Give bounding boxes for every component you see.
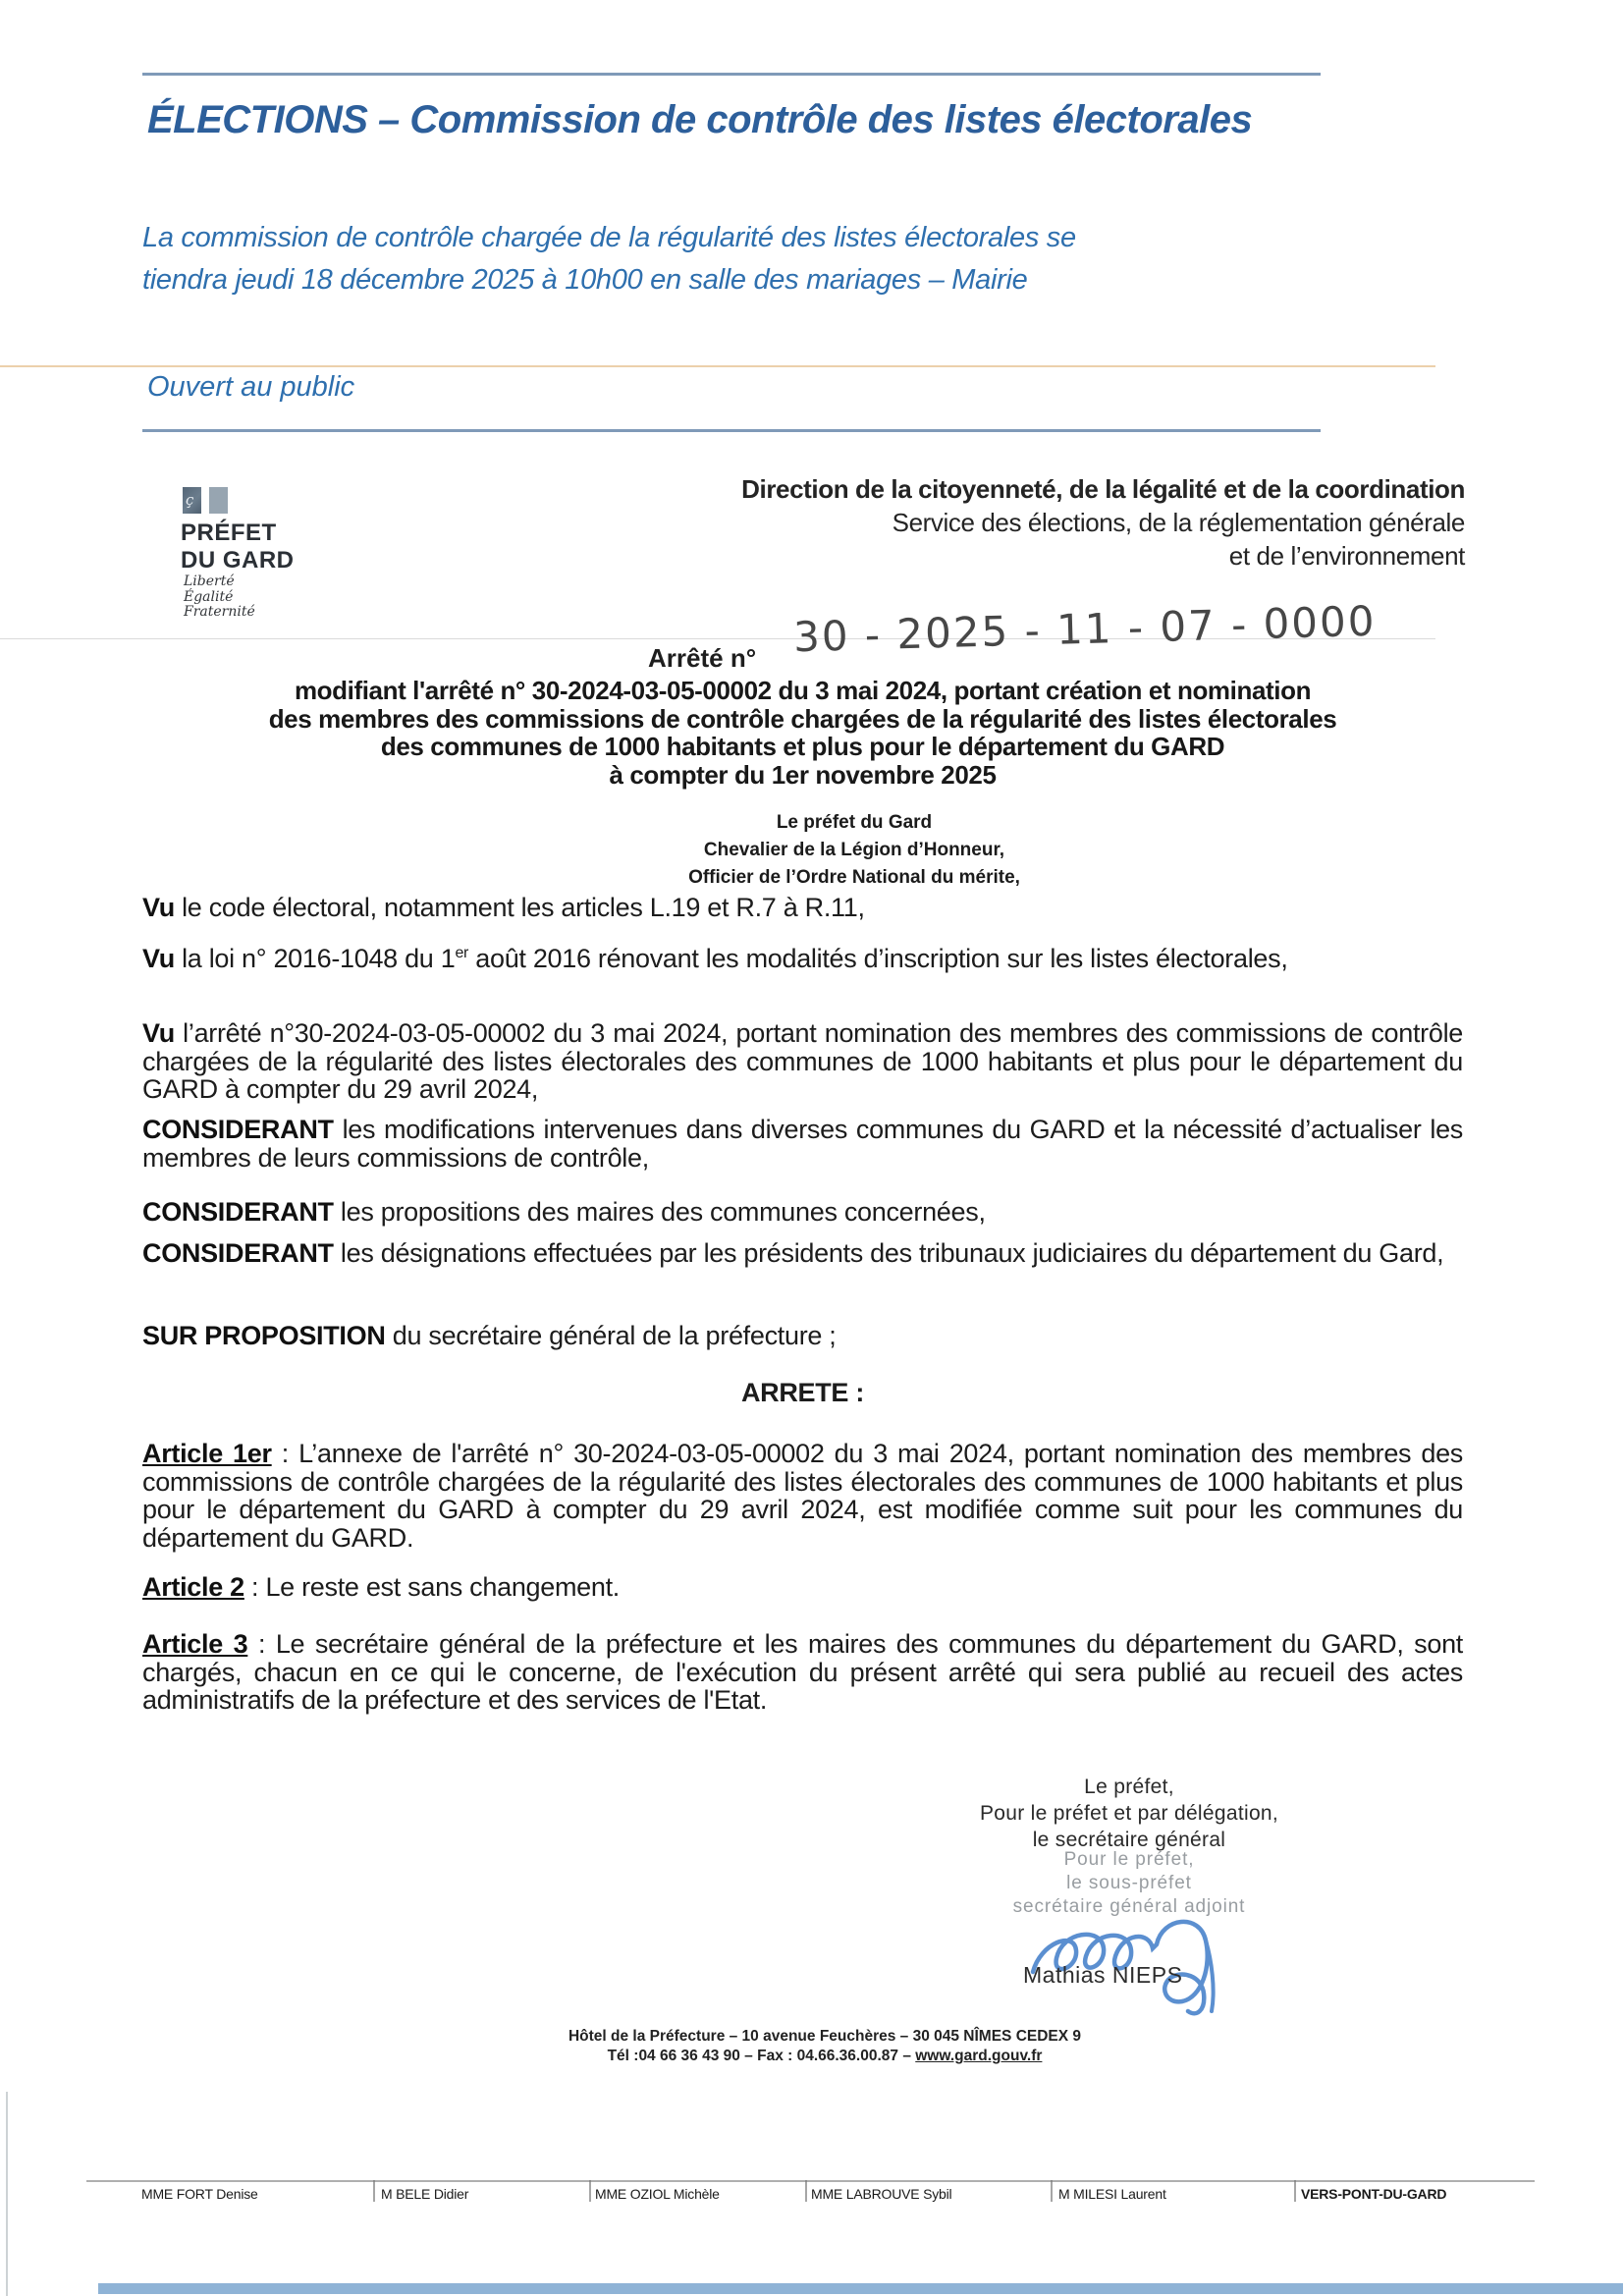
annex-table-separator bbox=[589, 2180, 591, 2202]
paragraph-sur-proposition bbox=[142, 1322, 1463, 1350]
annex-cell-labrouve: MME LABROUVE Sybil bbox=[811, 2186, 952, 2202]
vu2-text-a: la loi n° 2016-1048 du 1 bbox=[174, 944, 456, 973]
issuer-line1: Le préfet du Gard bbox=[776, 812, 933, 833]
article2-sep: : bbox=[243, 1572, 266, 1602]
footer-contact-prefix: Tél :04 66 36 43 90 – Fax : 04.66.36.00.87 – bbox=[607, 2048, 916, 2064]
footer-website-link: www.gard.gouv.fr bbox=[915, 2048, 1043, 2064]
banner-bottom-divider bbox=[142, 429, 1321, 432]
article3-lead: Article 3 bbox=[142, 1629, 248, 1659]
footer-block bbox=[157, 2027, 1492, 2066]
open-to-public-note: Ouvert au public bbox=[147, 371, 355, 403]
article1-sep: : bbox=[271, 1439, 299, 1468]
article1-lead: Article 1er bbox=[142, 1439, 272, 1468]
marianne-flag-icon bbox=[183, 487, 228, 514]
tan-divider bbox=[0, 365, 1435, 367]
issuer-line3: Officier de l’Ordre National du mérite, bbox=[688, 867, 1020, 888]
vu1-text: le code électoral, notamment les articles L.19 et R.7 à R.11, bbox=[174, 893, 865, 922]
signatory-name: Mathias NIEPS bbox=[1023, 1962, 1183, 1988]
arrete-heading-line3: des communes de 1000 habitants et plus pour le département du GARD bbox=[380, 732, 1225, 761]
arrete-number-handwritten: 30 - 2025 - 11 - 07 - 0000 bbox=[792, 596, 1378, 662]
issuer-block bbox=[511, 809, 1198, 892]
arrete-number-label: Arrêté n° bbox=[648, 643, 757, 673]
paragraph-vu-1 bbox=[142, 894, 1463, 922]
vu3-text: l’arrêté n°30-2024-03-05-00002 du 3 mai 2024, portant nomination des membres des commissions de contrôle chargées de la régularité des listes électorales des communes de 1000 habitants et plus pour le département du GARD à compter du 29 avril 2024, bbox=[142, 1018, 1463, 1104]
vu2-text-b: août 2016 rénovant les modalités d’inscription sur les listes électorales, bbox=[468, 944, 1288, 973]
bottom-blue-bar bbox=[98, 2283, 1623, 2294]
sur-proposition-lead: SUR PROPOSITION bbox=[142, 1321, 386, 1350]
signature-line3: le secrétaire général bbox=[1032, 1829, 1226, 1851]
article2-text: Le reste est sans changement. bbox=[265, 1572, 620, 1602]
flag-right-block bbox=[209, 487, 228, 514]
signature-line2: Pour le préfet et par délégation, bbox=[979, 1802, 1279, 1825]
annex-table-separator bbox=[1051, 2180, 1053, 2202]
vu2-superscript: er bbox=[455, 945, 469, 961]
annex-table-top-border bbox=[86, 2180, 1535, 2182]
vu3-lead: Vu bbox=[142, 1018, 175, 1048]
sur-proposition-text: du secrétaire général de la préfecture ; bbox=[385, 1321, 837, 1350]
paragraph-vu-2 bbox=[142, 945, 1463, 973]
prefet-wordmark-line2: DU GARD bbox=[181, 547, 295, 574]
annex-table-separator bbox=[805, 2180, 807, 2202]
arrete-marker: ARRETE : bbox=[740, 1378, 865, 1407]
vu1-lead: Vu bbox=[142, 893, 175, 922]
flag-squiggle: ç bbox=[186, 491, 194, 509]
annex-cell-bele: M BELE Didier bbox=[381, 2186, 469, 2202]
annex-cell-oziol: MME OZIOL Michèle bbox=[595, 2186, 720, 2202]
annex-cell-milesi: M MILESI Laurent bbox=[1058, 2186, 1166, 2202]
annex-cell-commune: VERS-PONT-DU-GARD bbox=[1301, 2186, 1447, 2202]
prefet-wordmark-line1: PRÉFET bbox=[181, 519, 277, 546]
top-divider bbox=[142, 73, 1321, 76]
paragraph-article-1 bbox=[142, 1440, 1463, 1552]
notice-subtitle-line2: tiendra jeudi 18 décembre 2025 à 10h00 en salle des mariages – Mairie bbox=[142, 264, 1028, 296]
arrete-heading-line4: à compter du 1er novembre 2025 bbox=[609, 759, 997, 790]
direction-line3: et de l’environnement bbox=[1228, 541, 1465, 571]
notice-subtitle-line1: La commission de contrôle chargée de la régularité des listes électorales se bbox=[142, 222, 1076, 253]
direction-line1: Direction de la citoyenneté, de la légalité et de la coordination bbox=[741, 474, 1465, 504]
direction-block bbox=[491, 472, 1465, 573]
stamp-line2: le sous-préfet bbox=[1066, 1873, 1192, 1893]
paragraph-vu-3 bbox=[142, 1019, 1463, 1104]
considerant2-text: les propositions des maires des communes concernées, bbox=[333, 1197, 986, 1227]
scan-edge-artifact bbox=[6, 2092, 8, 2296]
signature-block bbox=[879, 1774, 1380, 1853]
paragraph-article-3 bbox=[142, 1630, 1463, 1715]
issuer-line2: Chevalier de la Légion d’Honneur, bbox=[703, 840, 1005, 860]
footer-contact bbox=[157, 2047, 1492, 2066]
paragraph-considerant-1 bbox=[142, 1116, 1463, 1172]
footer-address: Hôtel de la Préfecture – 10 avenue Feuchères – 30 045 NÎMES CEDEX 9 bbox=[568, 2028, 1082, 2045]
arrete-heading-line1: modifiant l'arrêté n° 30-2024-03-05-00002 du 3 mai 2024, portant création et nomination bbox=[294, 676, 1312, 705]
annex-table-separator bbox=[373, 2180, 375, 2202]
article3-sep: : bbox=[247, 1629, 276, 1659]
notice-subtitle bbox=[142, 217, 1076, 301]
notice-title: ÉLECTIONS – Commission de contrôle des listes électorales bbox=[147, 98, 1253, 141]
flag-left-block bbox=[183, 487, 201, 514]
arrete-heading bbox=[142, 677, 1463, 789]
considerant1-lead: CONSIDERANT bbox=[142, 1115, 334, 1144]
prefet-wordmark bbox=[181, 519, 295, 574]
considerant3-text: les désignations effectuées par les présidents des tribunaux judiciaires du département du Gard, bbox=[333, 1238, 1444, 1268]
considerant1-text: les modifications intervenues dans diverses communes du GARD et la nécessité d’actualiser les membres de leurs commissions de contrôle, bbox=[142, 1115, 1463, 1173]
signature-line1: Le préfet, bbox=[1084, 1776, 1174, 1798]
article1-text: L’annexe de l'arrêté n° 30-2024-03-05-00002 du 3 mai 2024, portant nomination des membres des commissions de contrôle chargées de la régularité des listes électorales des communes de 1000 habitants et plus pour le département du GARD à compter du 29 avril 2024, est modifiée comme suit pour les communes du département du GARD. bbox=[142, 1439, 1463, 1553]
stamp-line1: Pour le préfet, bbox=[1063, 1849, 1195, 1870]
signature-ink bbox=[1019, 1901, 1265, 2019]
republic-motto bbox=[184, 574, 255, 621]
motto-egalite: Égalité bbox=[184, 588, 234, 605]
paragraph-considerant-3 bbox=[142, 1239, 1463, 1268]
considerant3-lead: CONSIDERANT bbox=[142, 1238, 334, 1268]
annex-table-separator bbox=[1294, 2180, 1296, 2202]
motto-fraternite: Fraternité bbox=[184, 604, 255, 620]
arrete-heading-line2: des membres des commissions de contrôle chargées de la régularité des listes électorales bbox=[268, 703, 1337, 734]
stamp-line3: secrétaire général adjoint bbox=[1012, 1896, 1246, 1917]
motto-liberte: Liberté bbox=[184, 574, 235, 589]
considerant2-lead: CONSIDERANT bbox=[142, 1197, 334, 1227]
annex-cell-fort: MME FORT Denise bbox=[141, 2186, 258, 2202]
direction-line2: Service des élections, de la réglementation générale bbox=[892, 508, 1465, 537]
paragraph-considerant-2 bbox=[142, 1198, 1463, 1227]
article3-text: Le secrétaire général de la préfecture et les maires des communes du département du GARD, sont chargés, chacun en ce qui le concerne, de l'exécution du présent arrêté qui sera publié au recueil des actes administratifs de la préfecture et des services de l'Etat. bbox=[142, 1629, 1464, 1715]
paragraph-article-2 bbox=[142, 1573, 1463, 1602]
article2-lead: Article 2 bbox=[142, 1572, 244, 1602]
vu2-lead: Vu bbox=[142, 944, 175, 973]
